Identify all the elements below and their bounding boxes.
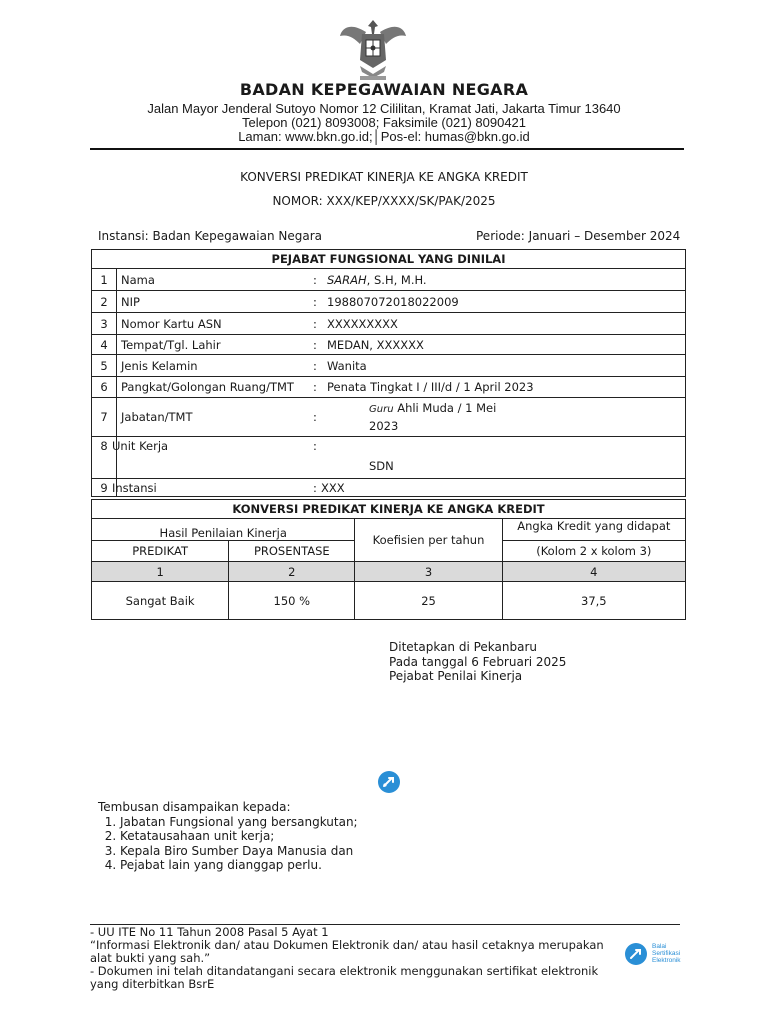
column-number: 2 xyxy=(229,562,355,582)
list-item: 4. Pejabat lain yang dianggap perlu. xyxy=(120,858,358,873)
col-predikat-header: PREDIKAT xyxy=(92,541,229,562)
col-prosentase-header: PROSENTASE xyxy=(229,541,355,562)
column-number-row xyxy=(92,562,686,582)
conversion-heading: KONVERSI PREDIKAT KINERJA KE ANGKA KREDIT xyxy=(92,500,686,519)
col-koefisien-header: Koefisien per tahun xyxy=(355,519,502,562)
separator: : xyxy=(313,380,317,394)
official-heading: PEJABAT FUNGSIONAL YANG DINILAI xyxy=(92,250,686,269)
footer-line-certificate: - Dokumen ini telah ditandatangani secara elektronik menggunakan sertifikat elektronik yang diterbitkan BsrE xyxy=(90,964,599,991)
document-number: NOMOR: XXX/KEP/XXXX/SK/PAK/2025 xyxy=(272,194,496,208)
field-label: NIP xyxy=(121,294,140,309)
birth-value: MEDAN, XXXXXX xyxy=(327,337,424,352)
bsre-logo-text: Elektronik xyxy=(652,957,681,964)
org-phone: Telepon (021) 8093008; Faksimile (021) 8090421 xyxy=(241,115,527,130)
nip-value: 198807072018022009 xyxy=(327,294,459,309)
col-group-header: Hasil Penilaian Kinerja xyxy=(92,519,355,541)
column-number: 1 xyxy=(92,562,229,582)
copies-heading: Tembusan disampaikan kepada: xyxy=(98,800,291,814)
separator: : xyxy=(313,358,317,373)
table-row xyxy=(92,437,686,479)
instansi-label: Instansi: Badan Kepegawaian Negara xyxy=(98,229,322,243)
signature-role: Pejabat Penilai Kinerja xyxy=(389,669,523,683)
copies-section xyxy=(98,800,358,873)
separator: : xyxy=(313,294,317,309)
header-rule xyxy=(90,148,684,150)
table-row xyxy=(92,335,686,355)
table-row xyxy=(92,313,686,335)
conversion-table xyxy=(91,499,686,620)
angka-kredit-cell: 37,5 xyxy=(502,582,685,620)
row-number: 6 xyxy=(92,377,117,398)
official-table xyxy=(91,249,686,497)
separator: : xyxy=(313,272,317,287)
field-label: Unit Kerja xyxy=(112,439,169,453)
prosentase-cell: 150 % xyxy=(229,582,355,620)
asn-card-value: XXXXXXXXX xyxy=(327,316,398,331)
org-address: Jalan Mayor Jenderal Sutoyo Nomor 12 Cililitan, Kramat Jati, Jakarta Timur 13640 xyxy=(147,101,621,116)
periode-label: Periode: Januari – Desember 2024 xyxy=(476,229,681,243)
footer-line-quote: “Informasi Elektronik dan/ atau Dokumen Elektronik dan/ atau hasil cetaknya merupakan alat bukti yang sah.” xyxy=(90,938,604,965)
field-label: Nama xyxy=(121,272,155,287)
signature-block xyxy=(389,640,566,684)
row-number: 5 xyxy=(92,355,117,377)
field-label: Pangkat/Golongan Ruang/TMT xyxy=(121,380,294,394)
position-value-year: 2023 xyxy=(369,419,399,433)
separator: : xyxy=(313,480,317,495)
document-title: KONVERSI PREDIKAT KINERJA KE ANGKA KREDIT xyxy=(240,170,528,184)
field-label: Jenis Kelamin xyxy=(121,358,198,373)
table-row xyxy=(92,582,686,620)
separator: : xyxy=(313,439,317,453)
field-label: Instansi xyxy=(112,480,157,495)
footer-line-law: - UU ITE No 11 Tahun 2008 Pasal 5 Ayat 1 xyxy=(90,925,329,939)
koefisien-cell: 25 xyxy=(355,582,502,620)
separator: : xyxy=(313,410,317,424)
field-label: Tempat/Tgl. Lahir xyxy=(121,337,221,352)
field-label: Jabatan/TMT xyxy=(121,410,193,424)
table-row xyxy=(92,398,686,437)
row-number: 9 xyxy=(92,479,117,497)
column-number: 3 xyxy=(355,562,502,582)
row-number: 1 xyxy=(92,269,117,291)
org-web: Laman: www.bkn.go.id;│Pos-el: humas@bkn.go.id xyxy=(238,129,530,144)
name-value-italic: SARAH xyxy=(327,272,367,287)
list-item: 2. Ketatausahaan unit kerja; xyxy=(120,829,358,844)
row-number: 4 xyxy=(92,335,117,355)
col-angka-header: Angka Kredit yang didapat xyxy=(502,519,685,541)
footer-notes xyxy=(90,924,680,991)
table-row xyxy=(92,291,686,313)
table-row xyxy=(92,377,686,398)
table-row xyxy=(92,269,686,291)
unit-value: SDN xyxy=(369,459,394,473)
org-name: BADAN KEPEGAWAIAN NEGARA xyxy=(239,80,529,99)
table-row xyxy=(92,479,686,497)
bsre-logo-text: Balai xyxy=(652,943,667,950)
column-number: 4 xyxy=(502,562,685,582)
gender-value: Wanita xyxy=(327,358,367,373)
garuda-emblem xyxy=(338,14,408,84)
row-number: 2 xyxy=(92,291,117,313)
col-angka-subheader: (Kolom 2 x kolom 3) xyxy=(502,541,685,562)
signature-date: Pada tanggal 6 Februari 2025 xyxy=(389,654,567,669)
bsre-logo-icon xyxy=(624,942,648,966)
electronic-signature-icon xyxy=(377,770,401,794)
signature-place: Ditetapkan di Pekanbaru xyxy=(389,640,538,654)
row-number: 3 xyxy=(92,313,117,335)
position-value: Ahli Muda / 1 Mei xyxy=(393,401,497,415)
row-number: 7 xyxy=(92,398,117,437)
list-item: 3. Kepala Biro Sumber Daya Manusia dan xyxy=(120,844,358,859)
position-value-italic: Guru xyxy=(369,404,394,415)
field-label: Nomor Kartu ASN xyxy=(121,316,222,331)
row-number: 8 xyxy=(92,437,117,479)
table-row xyxy=(92,355,686,377)
name-value: , S.H, M.H. xyxy=(366,272,427,287)
agency-value: XXX xyxy=(321,480,345,495)
separator: : xyxy=(313,316,317,331)
separator: : xyxy=(313,337,317,352)
predikat-cell: Sangat Baik xyxy=(92,582,229,620)
bsre-logo-text: Sertifikasi xyxy=(652,950,681,957)
rank-value: Penata Tingkat I / III/d / 1 April 2023 xyxy=(327,380,534,394)
list-item: 1. Jabatan Fungsional yang bersangkutan; xyxy=(120,815,358,830)
